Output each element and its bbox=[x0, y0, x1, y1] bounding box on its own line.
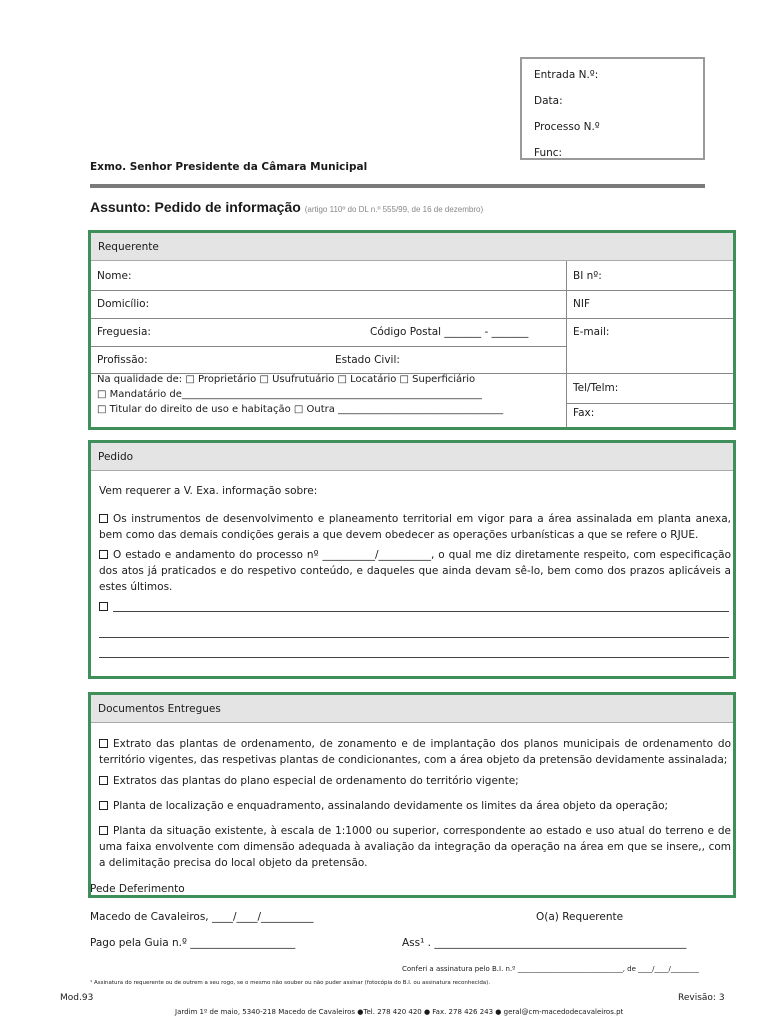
doc-item3-text: Planta de localização e enquadramento, assinalando devidamente os limites da área objeto da operação; bbox=[113, 800, 669, 812]
documentos-section bbox=[88, 692, 736, 898]
signature-field[interactable]: Ass¹ . ________________________________________________ bbox=[402, 937, 687, 949]
grid-line bbox=[566, 403, 733, 404]
qualidade-line1[interactable]: Na qualidade de: □ Proprietário □ Usufrutuário □ Locatário □ Superficiário bbox=[97, 374, 476, 385]
footnote: ¹ Assinatura do requerente ou de outrem a seu rogo, se o mesmo não souber ou não puder assinar (fotocópia do B.I. ou assinatura reconhecida). bbox=[90, 980, 491, 986]
processo-label: Processo N.º bbox=[534, 121, 600, 133]
func-label: Func: bbox=[534, 147, 563, 159]
checkbox[interactable] bbox=[99, 801, 108, 810]
profissao-field[interactable]: Profissão: bbox=[97, 354, 148, 366]
doc-item2-text: Extratos das plantas do plano especial de ordenamento do território vigente; bbox=[113, 775, 519, 787]
blank-line[interactable] bbox=[99, 637, 729, 638]
pedido-item1[interactable] bbox=[99, 511, 731, 543]
addressee: Exmo. Senhor Presidente da Câmara Municipal bbox=[90, 161, 368, 173]
checkbox[interactable] bbox=[99, 602, 108, 611]
estado-civil-field[interactable]: Estado Civil: bbox=[335, 354, 400, 366]
subject-note: (artigo 110º do DL n.º 555/99, de 16 de dezembro) bbox=[304, 205, 484, 214]
nome-field[interactable]: Nome: bbox=[97, 270, 132, 282]
tel-field[interactable]: Tel/Telm: bbox=[573, 382, 619, 394]
checkbox[interactable] bbox=[99, 826, 108, 835]
doc-item2[interactable] bbox=[99, 773, 731, 789]
checkbox[interactable] bbox=[99, 514, 108, 523]
checkbox[interactable] bbox=[99, 550, 108, 559]
subject-label: Assunto: Pedido de informação bbox=[90, 199, 301, 215]
fax-field[interactable]: Fax: bbox=[573, 407, 595, 419]
blank-line[interactable] bbox=[99, 657, 729, 658]
pedido-intro: Vem requerer a V. Exa. informação sobre: bbox=[99, 485, 318, 497]
mod-label: Mod.93 bbox=[60, 993, 94, 1003]
grid-line bbox=[566, 373, 733, 374]
pedido-item3[interactable] bbox=[99, 599, 731, 615]
entry-box bbox=[520, 57, 705, 160]
grid-line bbox=[91, 318, 733, 319]
doc-item4[interactable] bbox=[99, 823, 731, 871]
data-label: Data: bbox=[534, 95, 563, 107]
nif-field[interactable]: NIF bbox=[573, 298, 590, 310]
blank-line[interactable] bbox=[113, 611, 729, 612]
email-field[interactable]: E-mail: bbox=[573, 326, 610, 338]
checkbox[interactable] bbox=[99, 739, 108, 748]
qualidade-line2[interactable]: □ Mandatário de____________________________________________________________ bbox=[97, 389, 482, 400]
pedido-item2[interactable] bbox=[99, 547, 731, 595]
qualidade-line3[interactable]: □ Titular do direito de uso e habitação □ Outra _________________________________ bbox=[97, 404, 504, 415]
header-rule bbox=[90, 184, 705, 188]
revisao-label: Revisão: 3 bbox=[678, 993, 725, 1003]
requerente-label: O(a) Requerente bbox=[536, 911, 624, 923]
checkbox[interactable] bbox=[99, 776, 108, 785]
doc-item1[interactable] bbox=[99, 736, 731, 768]
pede-deferimento: Pede Deferimento bbox=[90, 883, 185, 895]
guia-field[interactable]: Pago pela Guia n.º ____________________ bbox=[90, 937, 296, 949]
local-data-field[interactable]: Macedo de Cavaleiros, ____/____/__________ bbox=[90, 911, 314, 923]
requerente-section bbox=[88, 230, 736, 430]
codigo-postal-field[interactable]: Código Postal _______ - _______ bbox=[370, 326, 529, 338]
doc-item4-text: Planta da situação existente, à escala de 1:1000 ou superior, correspondente ao estado e uso atual do terreno e de uma faixa envolvente com dimensão adequada à avaliação da integração da operação na área em que se insere,, com a delimitação precisa do local objeto da pretensão. bbox=[99, 825, 731, 869]
doc-item1-text: Extrato das plantas de ordenamento, de zonamento e de implantação dos planos municipais de ordenamento do território vigentes, das respetivas plantas de condicionantes, com a área objeto da pretensão devidamente assinalada; bbox=[99, 738, 731, 766]
pedido-title: Pedido bbox=[91, 443, 733, 471]
subject bbox=[90, 199, 483, 215]
grid-line bbox=[91, 346, 566, 347]
conferi-field[interactable]: Conferi a assinatura pelo B.I. n.º ______________________________, de ____/____/________ bbox=[402, 965, 699, 973]
bi-field[interactable]: BI nº: bbox=[573, 270, 602, 282]
grid-line bbox=[91, 290, 733, 291]
footer-address: Jardim 1º de maio, 5340-218 Macedo de Cavaleiros ●Tel. 278 420 420 ● Fax. 278 426 243 ● geral@cm-macedodecavaleiros.pt bbox=[175, 1008, 624, 1016]
pedido-item2-text: O estado e andamento do processo nº __________/__________, o qual me diz diretamente respeito, com especificação dos atos já praticados e do respetivo conteúdo, e daqueles que ainda devam sê-lo, bem como dos prazos aplicáveis a estes últimos. bbox=[99, 549, 731, 593]
domicilio-field[interactable]: Domicílio: bbox=[97, 298, 150, 310]
doc-item3[interactable] bbox=[99, 798, 731, 814]
pedido-section bbox=[88, 440, 736, 679]
pedido-item1-text: Os instrumentos de desenvolvimento e planeamento territorial em vigor para a área assinalada em planta anexa, bem como das demais condições gerais a que devem obedecer as operações urbanísticas a que se refere o RJUE. bbox=[99, 513, 731, 541]
documentos-title: Documentos Entregues bbox=[91, 695, 733, 723]
requerente-title: Requerente bbox=[91, 233, 733, 261]
freguesia-field[interactable]: Freguesia: bbox=[97, 326, 151, 338]
entrada-label: Entrada N.º: bbox=[534, 69, 599, 81]
